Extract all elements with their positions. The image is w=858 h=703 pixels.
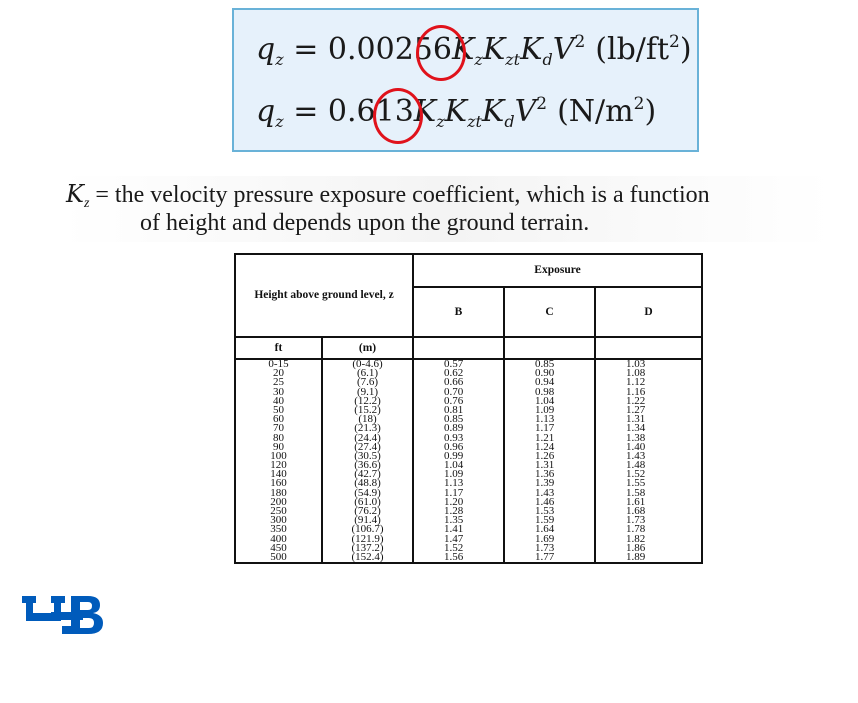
table-cell: (48.8): [354, 477, 381, 490]
table-cell: 0.81: [444, 403, 464, 416]
table-cell: 0.85: [535, 358, 555, 370]
table-cell: 1.34: [626, 422, 646, 435]
table-cell: 1.41: [444, 523, 464, 536]
table-cell: 1.53: [535, 505, 555, 517]
kz-coefficient-table: [234, 253, 703, 564]
table-cell: 160: [270, 477, 287, 490]
table-cell: 0-15: [268, 358, 289, 370]
table-cell: 1.03: [626, 358, 646, 370]
table-cell: 1.73: [535, 541, 555, 554]
table-cell: 40: [273, 394, 284, 407]
table-cell: (36.6): [354, 459, 381, 472]
table-cell: 400: [270, 532, 287, 545]
table-cell: 200: [270, 495, 287, 508]
table-cell: 0.94: [535, 376, 555, 389]
table-cell: 50: [273, 403, 284, 416]
column-m: [322, 359, 413, 563]
table-cell: 0.89: [444, 422, 464, 435]
table-cell: 0.70: [444, 385, 464, 398]
column-exposure-b: [413, 359, 504, 563]
table-cell: 1.43: [626, 449, 646, 462]
header-m: (m): [322, 337, 413, 359]
table-cell: 1.04: [444, 459, 464, 472]
table-cell: 140: [270, 468, 287, 481]
table-cell: 0.99: [444, 449, 464, 462]
table-cell: 25: [273, 376, 284, 389]
table-cell: 1.77: [535, 550, 555, 563]
table-cell: 1.89: [626, 550, 646, 563]
table-cell: 1.59: [535, 514, 555, 527]
table-cell: 60: [273, 413, 284, 426]
table-cell: 1.13: [444, 477, 464, 490]
table-cell: (7.6): [356, 376, 379, 389]
table-cell: (0-4.6): [352, 358, 383, 370]
table-cell: 1.48: [626, 459, 646, 472]
table-cell: (15.2): [354, 403, 381, 416]
table-cell: 1.35: [444, 514, 464, 527]
table-cell: 1.68: [626, 505, 646, 517]
table-cell: 0.85: [444, 413, 464, 426]
table-cell: 180: [270, 486, 287, 499]
table-cell: 1.16: [626, 385, 646, 398]
table-cell: 1.39: [535, 477, 555, 490]
table-cell: 30: [273, 385, 284, 398]
column-ft: [235, 359, 322, 563]
table-cell: (91.4): [354, 514, 381, 527]
table-cell: 1.08: [626, 367, 646, 380]
table-cell: 100: [270, 449, 287, 462]
table-cell: 0.93: [444, 431, 464, 444]
kz-definition-line-1: $K_z$ = the velocity pressure exposure coefficient, which is a function: [66, 180, 710, 211]
table-cell: (18): [358, 413, 377, 426]
table-cell: 350: [270, 523, 287, 536]
table-cell: 300: [270, 514, 287, 527]
table-cell: 1.56: [444, 550, 464, 563]
table-cell: 20: [273, 367, 284, 380]
table-cell: (121.9): [351, 532, 384, 545]
table-cell: 1.64: [535, 523, 555, 536]
table-cell: 1.52: [626, 468, 646, 481]
kz-highlight-ring-1: [416, 25, 466, 81]
kz-definition-line-2: of height and depends upon the ground terrain.: [140, 210, 590, 236]
table-cell: 1.69: [535, 532, 555, 545]
table-cell: 90: [273, 440, 284, 453]
table-cell: 1.27: [626, 403, 646, 416]
table-cell: 1.82: [626, 532, 646, 545]
table-cell: 1.09: [535, 403, 555, 416]
table-cell: 1.20: [444, 495, 464, 508]
table-cell: 1.22: [626, 394, 646, 407]
table-cell: 70: [273, 422, 284, 435]
table-cell: 0.96: [444, 440, 464, 453]
table-cell: 500: [270, 550, 287, 563]
column-exposure-d: [595, 359, 702, 563]
table-cell: 1.78: [626, 523, 646, 536]
table-cell: 450: [270, 541, 287, 554]
table-cell: (61.0): [354, 495, 381, 508]
table-cell: 1.13: [535, 413, 555, 426]
table-cell: (9.1): [356, 385, 379, 398]
table-cell: 1.36: [535, 468, 555, 481]
table-cell: (30.5): [354, 449, 381, 462]
table-cell: 1.38: [626, 431, 646, 444]
table-cell: 1.31: [626, 413, 646, 426]
table-cell: 0.90: [535, 367, 555, 380]
ub-logo-icon: [22, 592, 112, 645]
table-cell: 120: [270, 459, 287, 472]
table-cell: 1.17: [535, 422, 555, 435]
table-cell: 1.12: [626, 376, 646, 389]
table-cell: (12.2): [354, 394, 381, 407]
table-cell: (137.2): [351, 541, 384, 554]
table-cell: (152.4): [351, 550, 384, 563]
header-height-above-ground: Height above ground level, z: [235, 254, 413, 337]
header-ft: ft: [235, 337, 322, 359]
header-exposure-b: B: [413, 287, 504, 337]
header-exposure-d: D: [595, 287, 702, 337]
table-cell: (42.7): [354, 468, 381, 481]
table-cell: (54.9): [354, 486, 381, 499]
header-exposure-c: C: [504, 287, 595, 337]
table-cell: (76.2): [354, 505, 381, 517]
table-cell: 1.55: [626, 477, 646, 490]
header-exposure: Exposure: [413, 254, 702, 287]
table-cell: (24.4): [354, 431, 381, 444]
table-cell: (6.1): [356, 367, 379, 380]
table-cell: 1.52: [444, 541, 464, 554]
table-cell: 1.21: [535, 431, 555, 444]
table-cell: 0.66: [444, 376, 464, 389]
table-cell: (106.7): [351, 523, 384, 536]
table-cell: 1.86: [626, 541, 646, 554]
table-cell: 1.61: [626, 495, 646, 508]
table-cell: 1.09: [444, 468, 464, 481]
velocity-pressure-equation-si: $q_z = 0.613K_zK_{zt}K_dV^2$ $(N/m^2)$: [256, 94, 657, 131]
table-cell: 1.28: [444, 505, 464, 517]
equation-box: [232, 8, 699, 152]
table-cell: (21.3): [354, 422, 381, 435]
table-cell: 80: [273, 431, 284, 444]
table-cell: 1.04: [535, 394, 555, 407]
table-cell: 1.24: [535, 440, 555, 453]
table-cell: 1.73: [626, 514, 646, 527]
table-cell: 1.43: [535, 486, 555, 499]
column-exposure-c: [504, 359, 595, 563]
table-cell: 1.31: [535, 459, 555, 472]
table-cell: 1.46: [535, 495, 555, 508]
table-cell: 0.98: [535, 385, 555, 398]
table-cell: 0.76: [444, 394, 464, 407]
table-cell: 1.26: [535, 449, 555, 462]
kz-highlight-ring-2: [373, 88, 423, 144]
table-cell: 0.62: [444, 367, 464, 380]
table-cell: 250: [270, 505, 287, 517]
table-cell: 1.47: [444, 532, 464, 545]
table-cell: 0.57: [444, 358, 464, 370]
table-cell: 1.58: [626, 486, 646, 499]
velocity-pressure-equation-imperial: $q_z = 0.00256K_zK_{zt}K_dV^2$ $(lb/ft^2)$: [256, 32, 692, 69]
table-cell: 1.17: [444, 486, 464, 499]
table-cell: (27.4): [354, 440, 381, 453]
table-cell: 1.40: [626, 440, 646, 453]
